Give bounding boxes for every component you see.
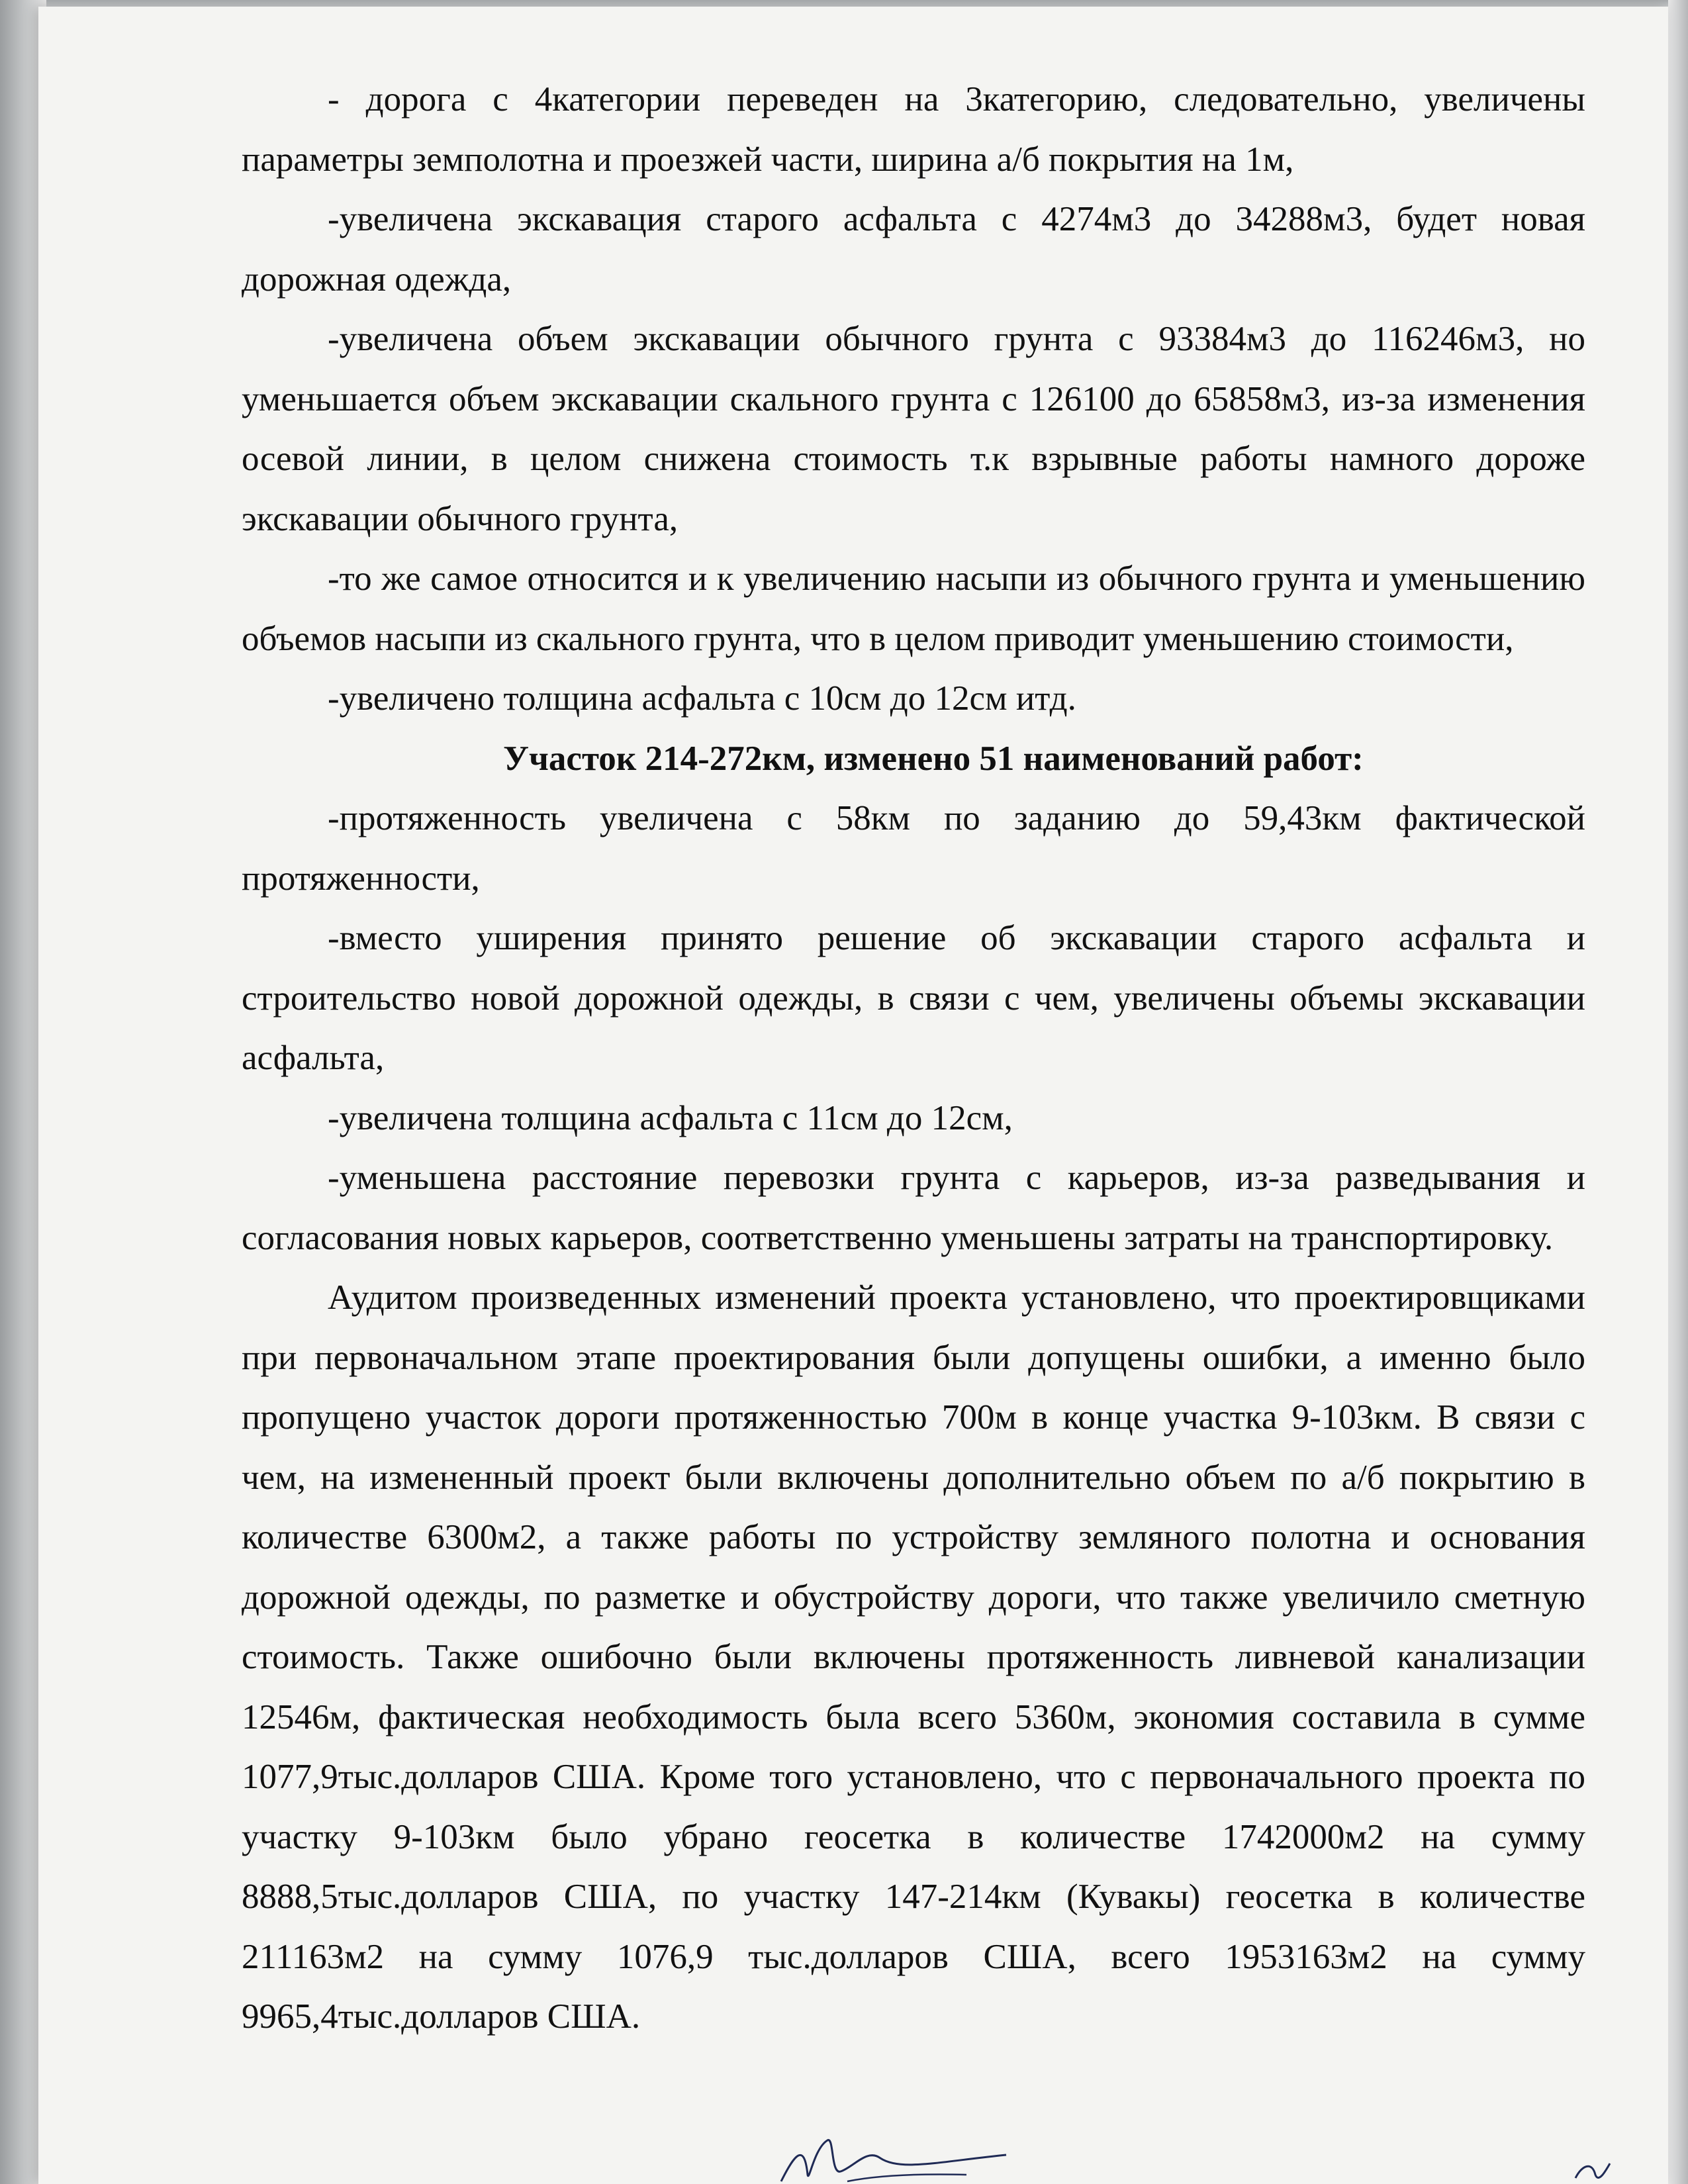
handwritten-signature — [768, 2135, 1019, 2184]
paragraph: - дорога с 4категории переведен на 3категорию, следовательно, увеличены параметры земполотна и проезжей части, ширина а/б покрытия на 1м, — [242, 80, 1585, 179]
section-heading: Участок 214-272км, изменено 51 наименований работ: — [503, 739, 1364, 778]
paragraph: -увеличена толщина асфальта с 11см до 12см, — [328, 1098, 1013, 1137]
paragraph: -то же самое относится и к увеличению насыпи из обычного грунта и уменьшению объемов насыпи из скального грунта, что в целом приводит уменьшению стоимости, — [242, 559, 1585, 658]
document-body — [242, 70, 1585, 2047]
paragraph: Аудитом произведенных изменений проекта установлено, что проектировщиками при первоначальном этапе проектирования были допущены ошибки, а именно было пропущено участок дороги протяженностью 700м в конце участка 9-103км. В связи с чем, на измененный проект были включены дополнительно объем по а/б покрытию в количестве 6300м2, а также работы по устройству земляного полотна и основания дорожной одежды, по разметке и обустройству дороги, что также увеличило сметную стоимость. Также ошибочно были включены протяженность ливневой канализации 12546м, фактическая необходимость была всего 5360м, экономия составила в сумме 1077,9тыс.долларов США. Кроме того установлено, что с первоначального проекта по участку 9-103км было убрано геосетка в количестве 1742000м2 на сумму 8888,5тыс.долларов США, по участку 147-214км (Кувакы) геосетка в количестве 211163м2 на сумму 1076,9 тыс.долларов США, всего 1953163м2 на сумму 9965,4тыс.долларов США. — [242, 1278, 1585, 2036]
paragraph: -вместо уширения принято решение об экскавации старого асфальта и строительство новой дорожной одежды, в связи с чем, увеличены объемы экскавации асфальта, — [242, 919, 1585, 1077]
paragraph: -уменьшена расстояние перевозки грунта с карьеров, из-за разведывания и согласования новых карьеров, соответственно уменьшены затраты на транспортировку. — [242, 1159, 1585, 1257]
handwritten-mark — [1569, 2158, 1615, 2184]
paragraph: -увеличена экскавация старого асфальта с 4274м3 до 34288м3, будет новая дорожная одежда, — [242, 200, 1585, 299]
paragraph: -протяженность увеличена с 58км по заданию до 59,43км фактической протяженности, — [242, 799, 1585, 898]
paragraph: -увеличена объем экскавации обычного грунта с 93384м3 до 116246м3, но уменьшается объем экскавации скального грунта с 126100 до 65858м3, из-за изменения осевой линии, в целом снижена стоимость т.к взрывные работы намного дороже экскавации обычного грунта, — [242, 320, 1585, 538]
paragraph: -увеличено толщина асфальта с 10см до 12см итд. — [328, 679, 1076, 718]
scan-right-edge — [1668, 0, 1688, 2184]
